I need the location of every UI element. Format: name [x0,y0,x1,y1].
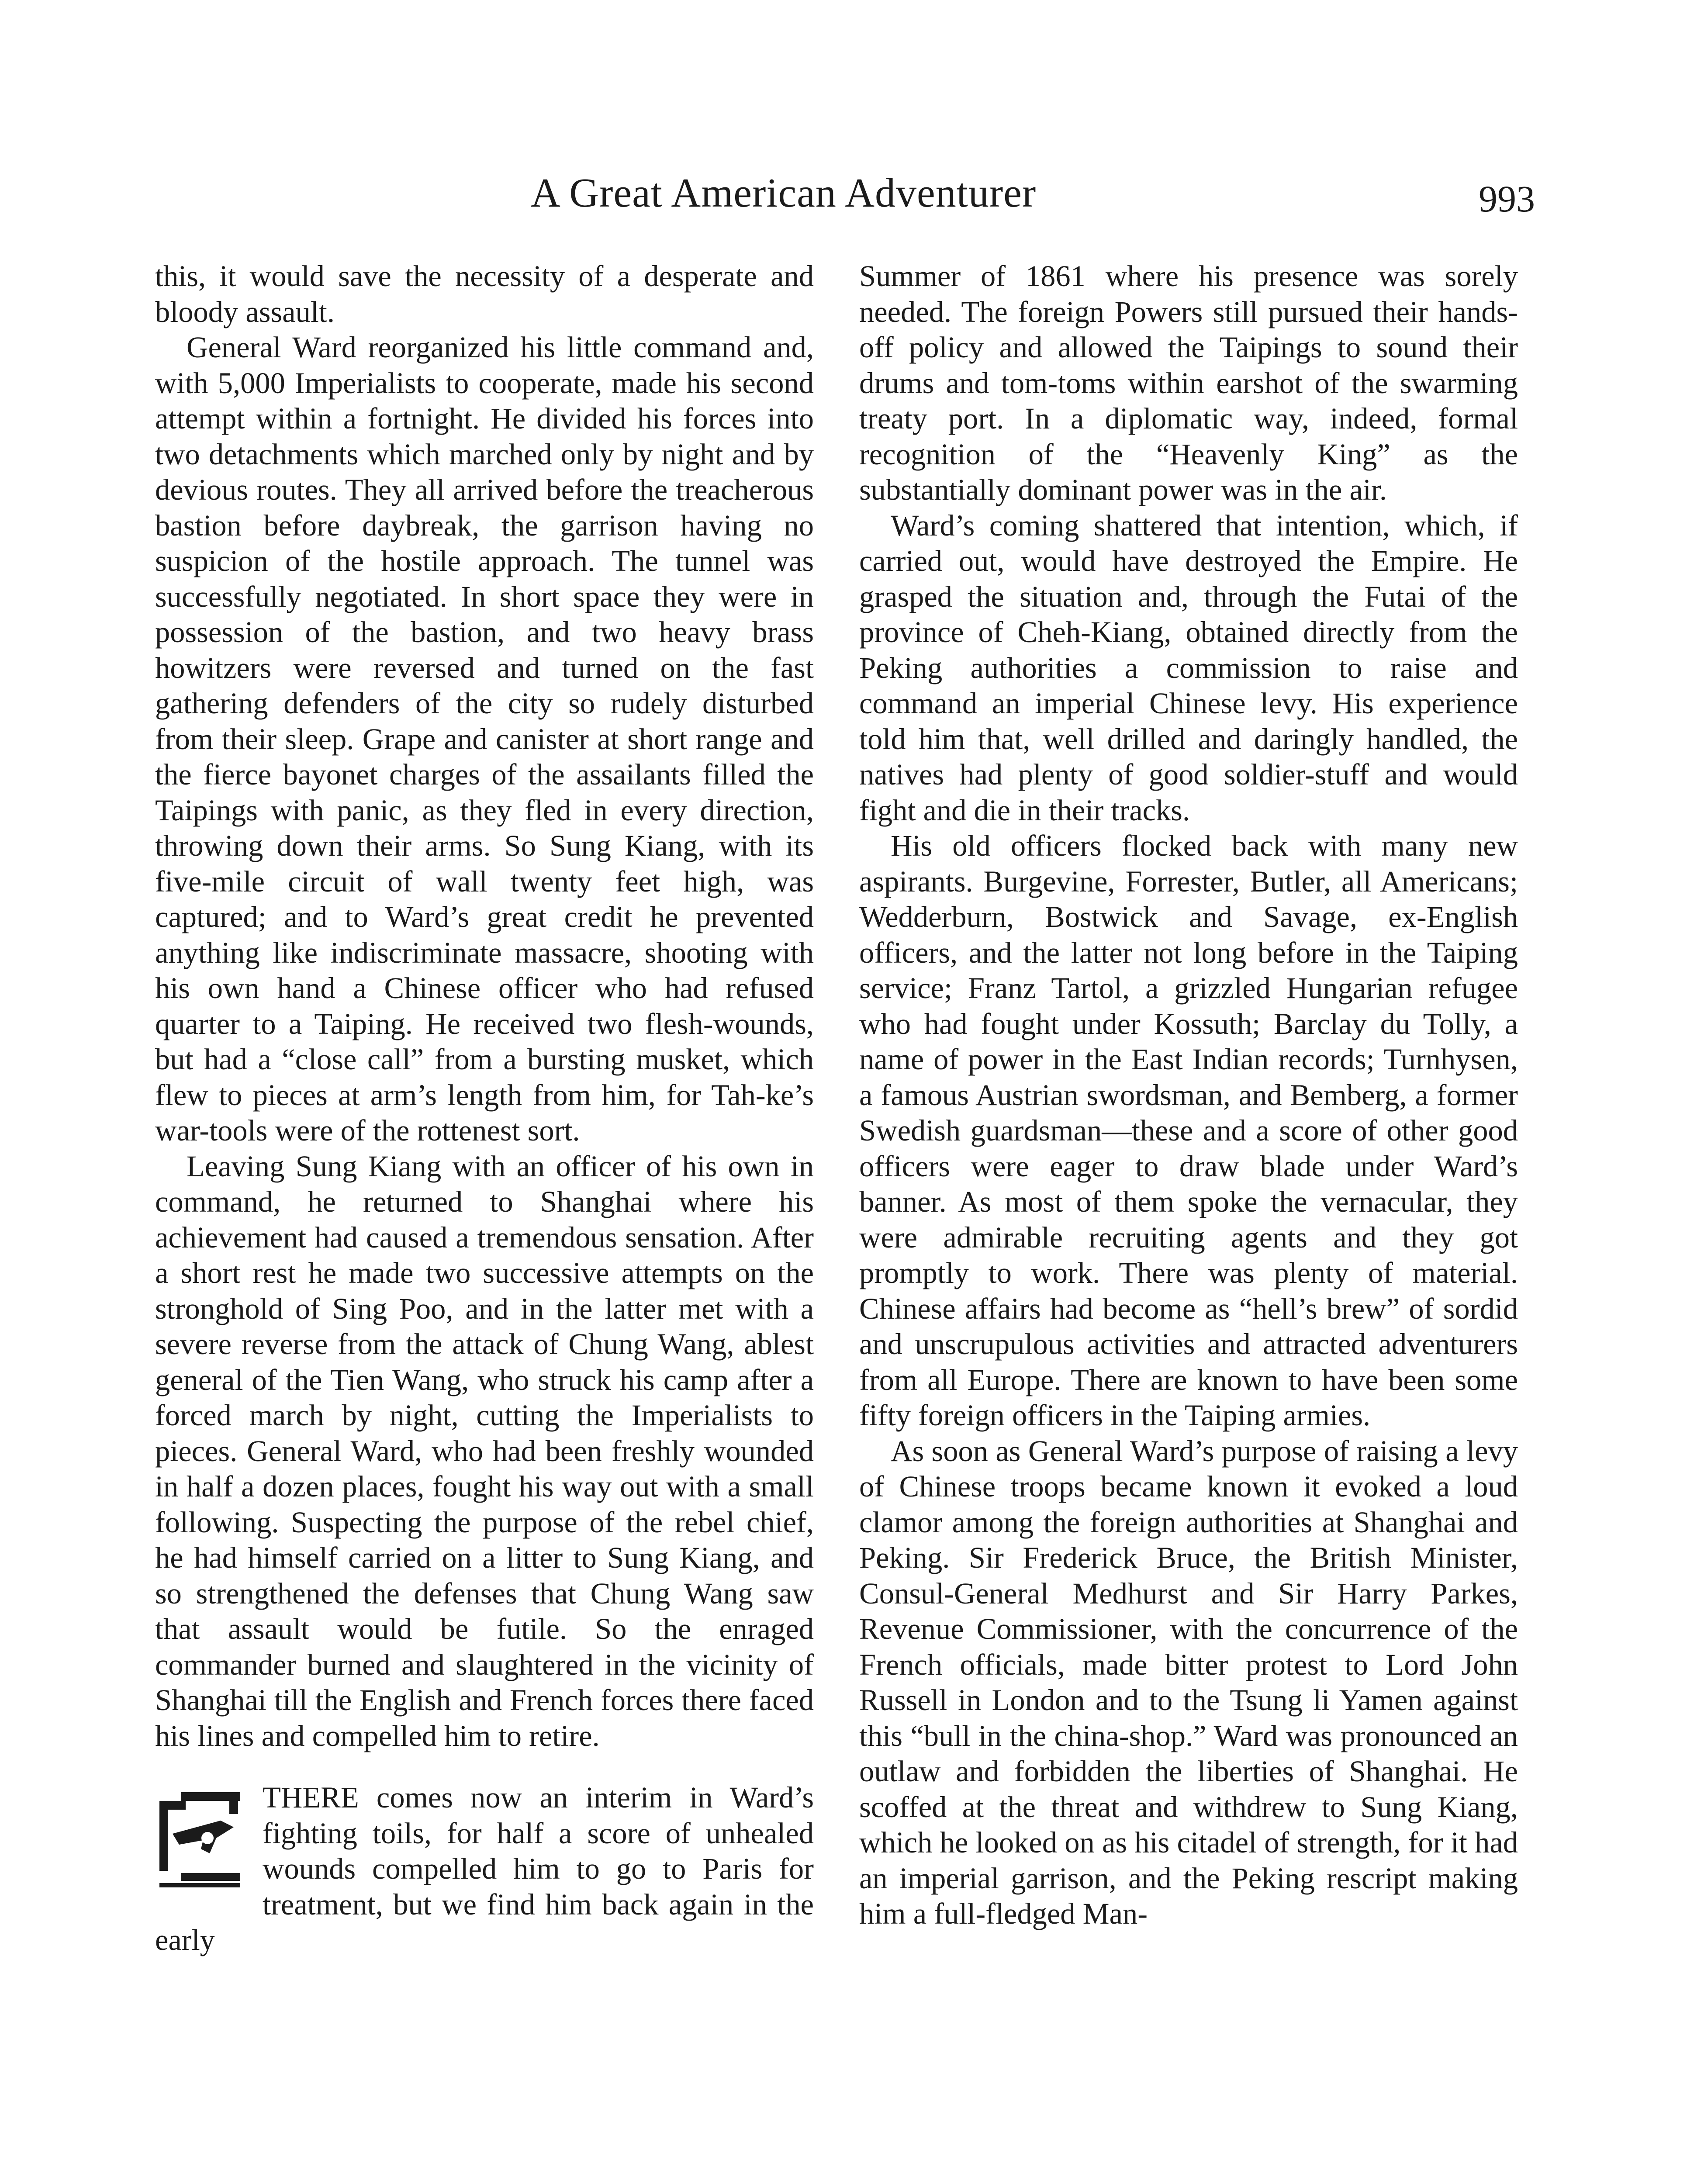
paragraph: Summer of 1861 where his presence was sorely needed. The foreign Powers still pursued their hands-off policy and allowed the Taipings to sound their drums and tom-toms within earshot of the swarming treaty port. In a diplomatic way, indeed, formal recognition of the “Heavenly King” as the substantially dominant power was in the air. [859,259,1518,506]
section-break [155,1780,814,1958]
page-number: 993 [1479,178,1535,220]
right-column [859,259,1518,1932]
paragraph: Ward’s coming shattered that intention, which, if carried out, would have destroyed the Empire. He grasped the situation and, through the Futai of the province of Cheh-Kiang, obtained directly from the Peking authorities a commission to raise and command an imperial Chinese levy. His experience told him that, well drilled and daringly handled, the natives had plenty of good soldier-stuff and would fight and die in their tracks. [859,508,1518,827]
paragraph: As soon as General Ward’s purpose of raising a levy of Chinese troops became known it evoked a loud clamor among the foreign authorities at Shanghai and Peking. Sir Frederick Bruce, the British Minister, Consul-General Medhurst and Sir Harry Parkes, Revenue Commissioner, with the concurrence of the French officials, made bitter protest to Lord John Russell in London and to the Tsung li Yamen against this “bull in the china-shop.” Ward was pronounced an outlaw and forbidden the liberties of Shanghai. He scoffed at the threat and withdrew to Sung Kiang, which he looked on as his citadel of strength, for it had an imperial garrison, and the Peking rescript making him a full-fledged Man- [859,1434,1518,1930]
paragraph: Leaving Sung Kiang with an officer of his own in command, he returned to Shanghai where his achievement had caused a tremendous sensation. After a short rest he made two successive attempts on the stronghold of Sing Poo, and in the latter met with a severe reverse from the attack of Chung Wang, ablest general of the Tien Wang, who struck his camp after a forced march by night, cutting the Imperialists to pieces. General Ward, who had been freshly wounded in half a dozen places, fought his way out with a small following. Suspecting the purpose of the rebel chief, he had himself carried on a litter to Sung Kiang, and so strengthened the defenses that Chung Wang saw that assault would be futile. So the enraged commander burned and slaughtered in the vicinity of Shanghai till the English and French forces there faced his lines and compelled him to retire. [155,1149,814,1752]
paragraph: this, it would save the necessity of a desperate and bloody assault. [155,259,814,328]
left-column [155,259,814,1958]
paragraph: His old officers flocked back with many new aspirants. Burgevine, Forrester, Butler, all Americans; Wedderburn, Bostwick and Savage, ex-English officers, and the latter not long before in the Taiping service; Franz Tartol, a grizzled Hungarian refugee who had fought under Kossuth; Barclay du Tolly, a name of power in the East Indian records; Turnhysen, a famous Austrian swordsman, and Bemberg, a former Swedish guardsman—these and a score of other good officers were eager to draw blade under Ward’s banner. As most of them spoke the vernacular, they were admirable recruiting agents and they got promptly to work. There was plenty of material. Chinese affairs had become as “hell’s brew” of sordid and unscrupulous activities and attracted adventurers from all Europe. There are known to have been some fifty foreign officers in the Taiping armies. [859,829,1518,1432]
paragraph: General Ward reorganized his little command and, with 5,000 Imperialists to cooperate, made his second attempt within a fortnight. He divided his forces into two detachments which marched only by night and by devious routes. They all arrived before the treacherous bastion before daybreak, the garrison having no suspicion of the hostile approach. The tunnel was successfully negotiated. In short space they were in possession of the bastion, and two heavy brass howitzers were reversed and turned on the fast gathering defenders of the city so rudely disturbed from their sleep. Grape and canister at short range and the fierce bayonet charges of the assailants filled the Taipings with panic, as they fled in every direction, throwing down their arms. So Sung Kiang, with its five-mile circuit of wall twenty feet high, was captured; and to Ward’s great credit he prevented anything like indiscriminate massacre, shooting with his own hand a Chinese officer who had refused quarter to a Taiping. He received two flesh-wounds, but had a “close call” from a bursting musket, which flew to pieces at arm’s length from him, for Tah-ke’s war-tools were of the rottenest sort. [155,331,814,1147]
paragraph: THERE comes now an interim in Ward’s fighting toils, for half a score of unhealed wounds compelled him to go to Paris for treatment, but we find him back again in the early [155,1781,814,1956]
decorative-dropcap-icon [155,1783,242,1890]
running-head: A Great American Adventurer [531,170,1037,216]
